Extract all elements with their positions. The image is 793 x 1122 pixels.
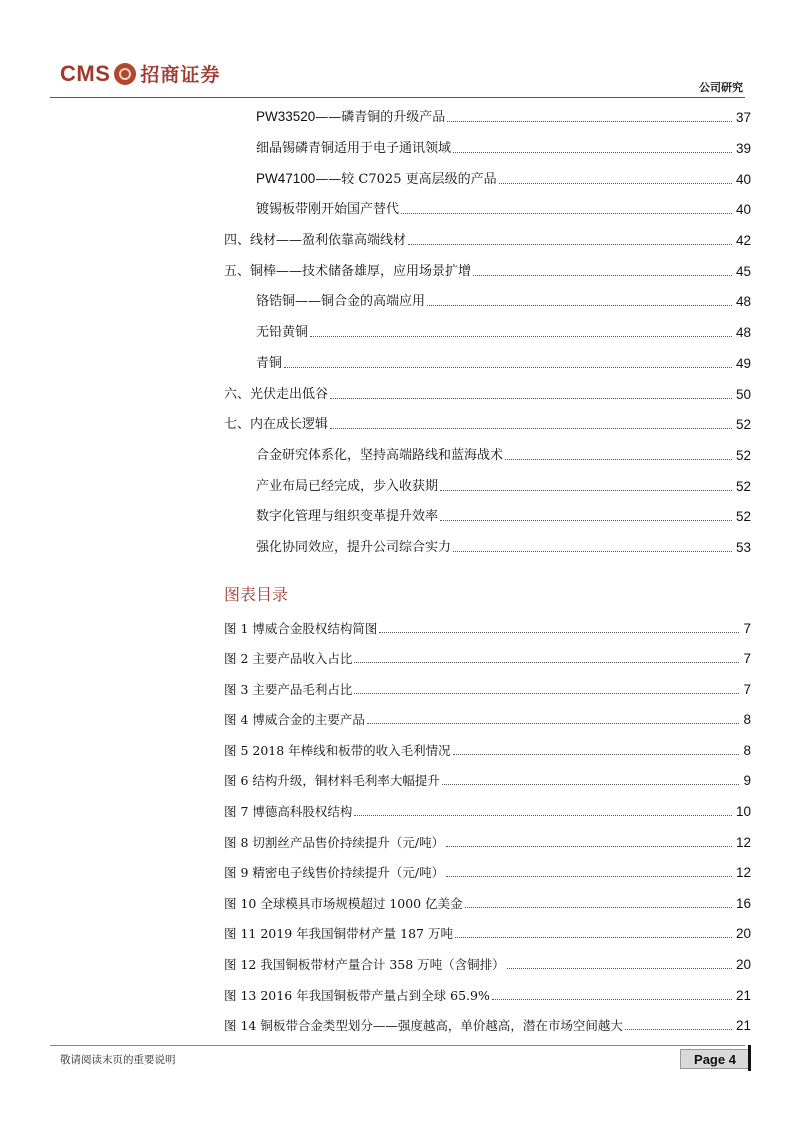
dot-leader <box>625 1028 732 1030</box>
figure-entry[interactable] <box>224 739 751 759</box>
toc-section-page: 42 <box>735 233 751 248</box>
dot-leader <box>401 212 732 214</box>
toc-entry[interactable] <box>256 321 751 341</box>
figure-entry-page: 8 <box>743 743 751 758</box>
figure-entry-page: 7 <box>743 651 751 666</box>
toc-entry-title: ——较 C7025 更高层级的产品 <box>315 172 497 187</box>
figure-entry[interactable] <box>224 953 751 973</box>
figure-entry-title: 图 7 博德高科股权结构 <box>224 804 353 819</box>
dot-leader <box>440 519 732 521</box>
toc-entry[interactable] <box>256 106 751 126</box>
figure-entry-title: 图 5 2018 年棒线和板带的收入毛利情况 <box>224 743 451 758</box>
disclaimer-note: 敬请阅读末页的重要说明 <box>60 1054 176 1066</box>
toc-section-page: 50 <box>735 387 751 402</box>
toc-entry-title: 铬锆铜——铜合金的高端应用 <box>256 294 426 309</box>
dot-leader <box>284 366 732 368</box>
toc-entry-title: 产业布局已经完成，步入收获期 <box>256 479 439 494</box>
dot-leader <box>367 722 740 724</box>
page-number-badge: Page 4 <box>680 1049 750 1069</box>
dot-leader <box>453 151 732 153</box>
toc-entry[interactable] <box>256 290 751 310</box>
figure-entry[interactable] <box>224 984 751 1004</box>
toc-entry-page: 52 <box>735 509 751 524</box>
toc-entry-page: 49 <box>735 356 751 371</box>
figure-entry-page: 12 <box>735 865 751 880</box>
figure-entry-page: 20 <box>735 957 751 972</box>
toc-entry[interactable] <box>256 198 751 218</box>
figure-entry-page: 7 <box>743 621 751 636</box>
toc-entry[interactable] <box>256 505 751 525</box>
header-divider <box>50 97 745 98</box>
figure-entry-page: 7 <box>743 682 751 697</box>
toc-section-title: 六、光伏走出低谷 <box>224 387 329 402</box>
toc-entry-page: 48 <box>735 294 751 309</box>
dot-leader <box>507 967 732 969</box>
figure-entry-page: 16 <box>735 896 751 911</box>
toc-entry-page: 52 <box>735 479 751 494</box>
dot-leader <box>354 692 739 694</box>
dot-leader <box>354 661 739 663</box>
report-category: 公司研究 <box>699 81 743 94</box>
dot-leader <box>499 182 732 184</box>
toc-entry[interactable] <box>256 444 751 464</box>
toc-entry[interactable] <box>256 168 751 188</box>
logo-company-name: 招商证券 <box>140 64 221 86</box>
figure-entry-title: 图 14 铜板带合金类型划分——强度越高，单价越高，潜在市场空间越大 <box>224 1018 623 1033</box>
dot-leader <box>330 397 732 399</box>
figure-entry-title: 图 10 全球模具市场规模超过 1000 亿美金 <box>224 896 463 911</box>
toc-entry-title: 合金研究体系化，坚持高端路线和蓝海战术 <box>256 448 504 463</box>
toc-entry-title: ——磷青铜的升级产品 <box>315 110 446 125</box>
page-header <box>0 0 793 100</box>
toc-section[interactable] <box>224 383 751 403</box>
toc-entry[interactable] <box>256 352 751 372</box>
figure-entry[interactable] <box>224 1014 751 1034</box>
figure-entry-page: 8 <box>743 712 751 727</box>
dot-leader <box>465 906 732 908</box>
toc-section-title: 五、铜棒——技术储备雄厚，应用场景扩增 <box>224 264 472 279</box>
footer-divider <box>50 1045 745 1046</box>
figure-entry-title: 图 6 结构升级，铜材料毛利率大幅提升 <box>224 773 440 788</box>
toc-entry-title: 强化协同效应，提升公司综合实力 <box>256 540 452 555</box>
figure-entry[interactable] <box>224 831 751 851</box>
figure-entry-page: 21 <box>735 1018 751 1033</box>
dot-leader <box>505 458 732 460</box>
toc-entry-title: 无铅黄铜 <box>256 325 309 340</box>
figure-entry-title: 图 13 2016 年我国铜板带产量占到全球 65.9% <box>224 988 490 1003</box>
page-badge-accent <box>748 1045 751 1071</box>
logo-cms-text: CMS <box>60 60 111 86</box>
toc-section-title: 四、线材——盈利依靠高端线材 <box>224 233 407 248</box>
toc-entry-title: 青铜 <box>256 356 283 371</box>
figure-entry[interactable] <box>224 678 751 698</box>
dot-leader <box>354 814 732 816</box>
figure-entry-title: 图 12 我国铜板带材产量合计 358 万吨（含铜排） <box>224 957 505 972</box>
toc-entry-code: PW47100 <box>256 171 316 186</box>
figure-entry-page: 9 <box>743 773 751 788</box>
toc-section-page: 52 <box>735 417 751 432</box>
figure-entry-title: 图 9 精密电子线售价持续提升（元/吨） <box>224 865 445 880</box>
toc-entry-title: 细晶锡磷青铜适用于电子通讯领域 <box>256 141 452 156</box>
toc-entry-page: 40 <box>735 172 751 187</box>
dot-leader <box>446 845 732 847</box>
dot-leader <box>440 489 732 491</box>
figure-entry[interactable] <box>224 617 751 637</box>
figure-entry-page: 12 <box>735 835 751 850</box>
figure-entry[interactable] <box>224 769 751 789</box>
dot-leader <box>379 631 739 633</box>
figure-entry-title: 图 2 主要产品收入占比 <box>224 651 353 666</box>
figure-entry-page: 21 <box>735 988 751 1003</box>
figure-entry-title: 图 3 主要产品毛利占比 <box>224 682 353 697</box>
toc-entry[interactable] <box>256 536 751 556</box>
toc-section[interactable] <box>224 413 751 433</box>
toc-section[interactable] <box>224 260 751 280</box>
dot-leader <box>408 243 732 245</box>
dot-leader <box>442 783 740 785</box>
dot-leader <box>447 120 732 122</box>
toc-entry[interactable] <box>256 475 751 495</box>
figure-entry[interactable] <box>224 647 751 667</box>
dot-leader <box>330 427 732 429</box>
figure-entry[interactable] <box>224 861 751 881</box>
toc-section[interactable] <box>224 229 751 249</box>
figure-entry-title: 图 1 博威合金股权结构简图 <box>224 621 378 636</box>
toc-entry-page: 37 <box>735 110 751 125</box>
brand-logo <box>60 60 220 87</box>
dot-leader <box>427 304 732 306</box>
figure-entry[interactable] <box>224 892 751 912</box>
toc-section-page: 45 <box>735 264 751 279</box>
figure-entry[interactable] <box>224 708 751 728</box>
dot-leader <box>453 550 732 552</box>
toc-entry-page: 39 <box>735 141 751 156</box>
figure-entry-title: 图 8 切割丝产品售价持续提升（元/吨） <box>224 835 445 850</box>
dot-leader <box>446 875 732 877</box>
logo-emblem-icon <box>114 63 136 85</box>
toc-entry-title: 数字化管理与组织变革提升效率 <box>256 509 439 524</box>
toc-entry[interactable] <box>256 137 751 157</box>
dot-leader <box>492 998 732 1000</box>
figure-entry-page: 20 <box>735 926 751 941</box>
toc-entry-page: 48 <box>735 325 751 340</box>
toc-entry-page: 52 <box>735 448 751 463</box>
toc-entry-page: 40 <box>735 202 751 217</box>
figure-entry-page: 10 <box>735 804 751 819</box>
figure-entry-title: 图 11 2019 年我国铜带材产量 187 万吨 <box>224 926 453 941</box>
dot-leader <box>453 753 740 755</box>
toc-entry-page: 53 <box>735 540 751 555</box>
toc-section-title: 七、内在成长逻辑 <box>224 417 329 432</box>
dot-leader <box>455 936 732 938</box>
toc-entry-title: 镀锡板带刚开始国产替代 <box>256 202 400 217</box>
figure-entry-title: 图 4 博威合金的主要产品 <box>224 712 365 727</box>
figure-entry[interactable] <box>224 800 751 820</box>
toc-entry-code: PW33520 <box>256 109 316 124</box>
figure-entry[interactable] <box>224 922 751 942</box>
dot-leader <box>473 274 732 276</box>
figures-heading: 图表目录 <box>224 585 289 604</box>
dot-leader <box>310 335 732 337</box>
